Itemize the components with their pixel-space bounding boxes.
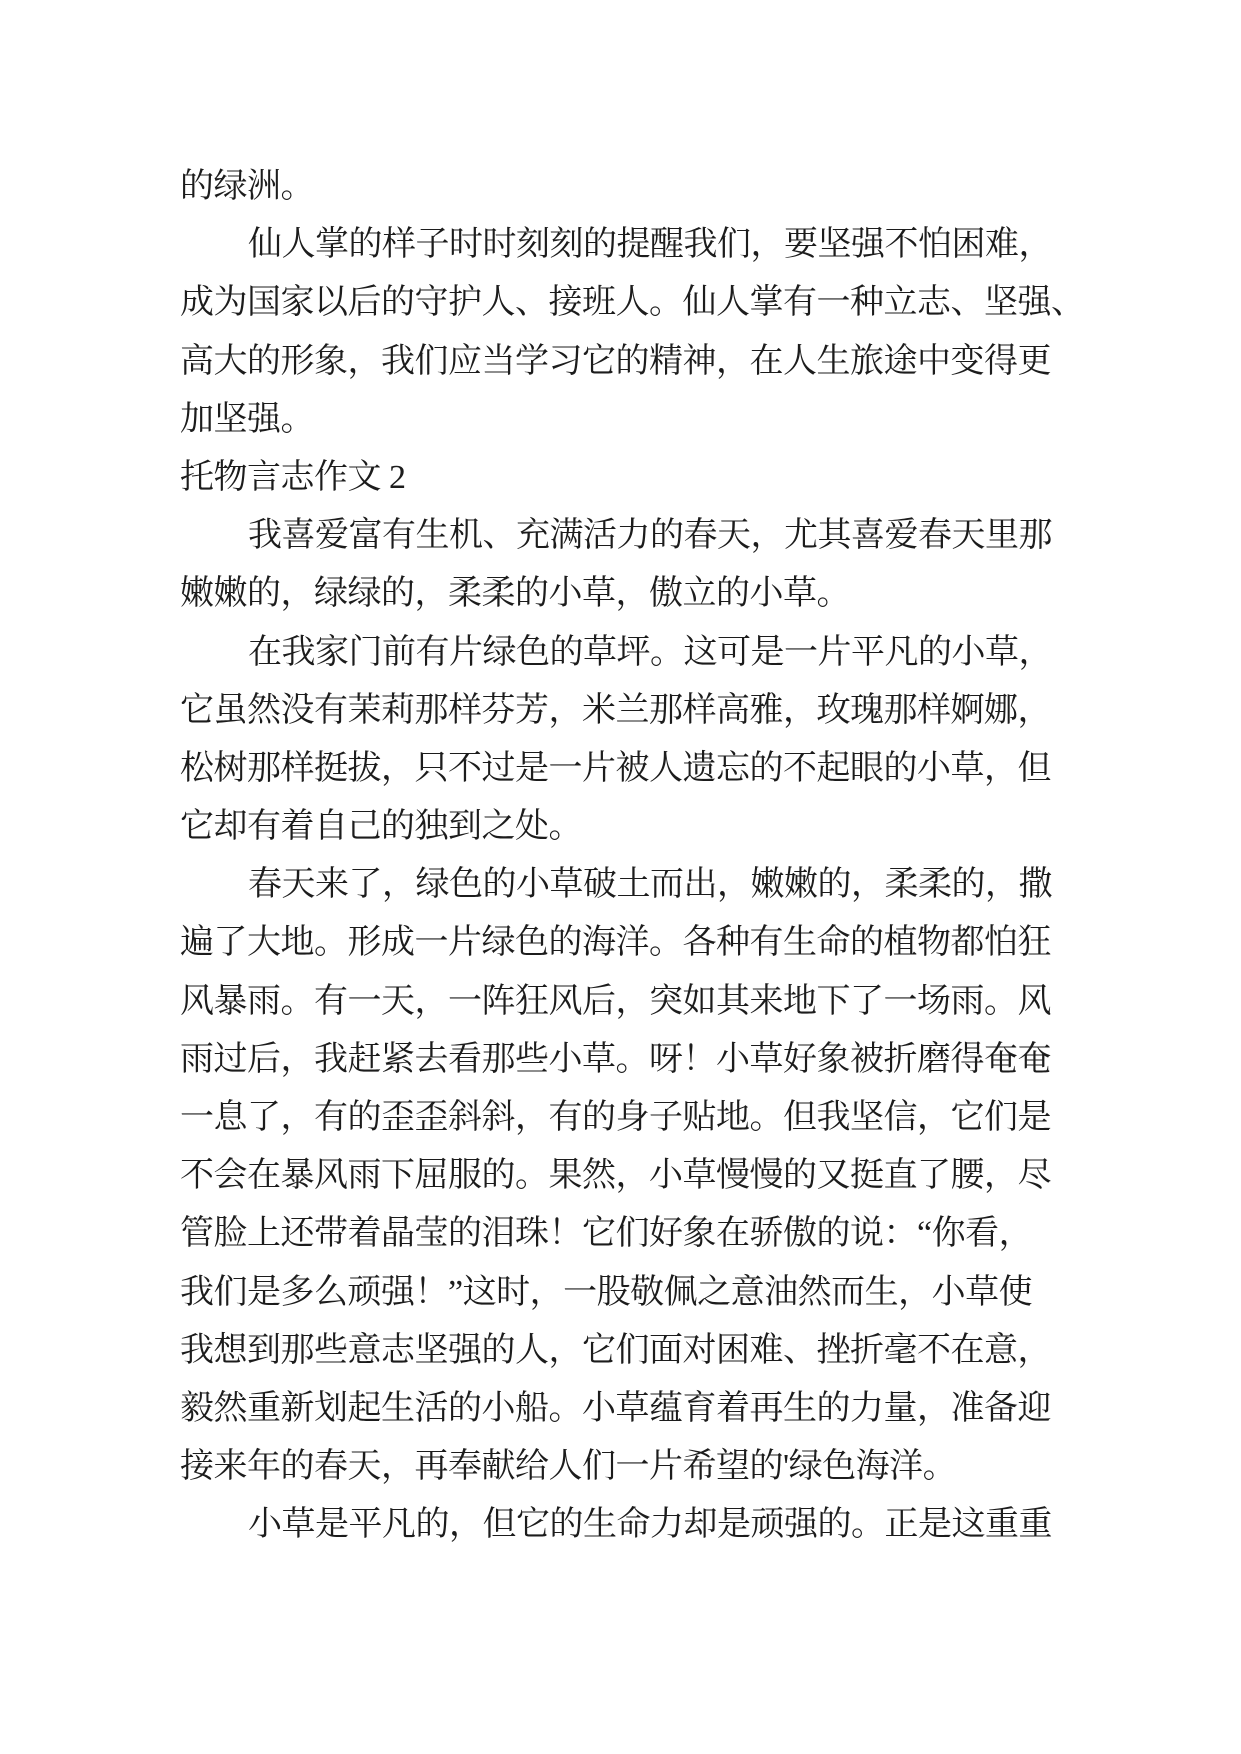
essay-text-line: 加坚强。 bbox=[180, 400, 314, 438]
essay-text-line: 我喜爱富有生机、充满活力的春天，尤其喜爱春天里那 bbox=[248, 517, 1052, 555]
essay-text-line: 仙人掌的样子时时刻刻的提醒我们，要坚强不怕困难， bbox=[248, 226, 1052, 264]
essay-text-line: 遍了大地。形成一片绿色的海洋。各种有生命的植物都怕狂 bbox=[180, 924, 1051, 962]
essay-text-line: 接来年的春天，再奉献给人们一片希望的'绿色海洋。 bbox=[180, 1448, 957, 1486]
essay-text-line: 松树那样挺拔，只不过是一片被人遗忘的不起眼的小草，但 bbox=[180, 749, 1051, 787]
essay-text-line: 在我家门前有片绿色的草坪。这可是一片平凡的小草， bbox=[248, 633, 1052, 671]
essay-text-line: 的绿洲。 bbox=[180, 168, 314, 205]
essay-text-line: 管脸上还带着晶莹的泪珠！它们好象在骄傲的说：“你看， bbox=[180, 1215, 1033, 1253]
essay-text-line: 高大的形象，我们应当学习它的精神，在人生旅途中变得更 bbox=[180, 342, 1051, 380]
essay-text-line: 它却有着自己的独到之处。 bbox=[180, 808, 582, 846]
essay-text-block bbox=[180, 158, 1085, 1555]
essay-text-line: 它虽然没有茉莉那样芬芳，米兰那样高雅，玫瑰那样婀娜， bbox=[180, 691, 1051, 729]
essay-text-line: 嫩嫩的，绿绿的，柔柔的小草，傲立的小草。 bbox=[180, 575, 850, 613]
essay-text-line: 雨过后，我赶紧去看那些小草。呀！小草好象被折磨得奄奄 bbox=[180, 1040, 1051, 1078]
essay-text-line: 小草是平凡的，但它的生命力却是顽强的。正是这重重 bbox=[248, 1506, 1052, 1544]
essay-text-line: 春天来了，绿色的小草破土而出，嫩嫩的，柔柔的，撒 bbox=[248, 866, 1052, 904]
essay-text-line: 成为国家以后的守护人、接班人。仙人掌有一种立志、坚强、 bbox=[180, 284, 1085, 322]
essay-text-line: 不会在暴风雨下屈服的。果然，小草慢慢的又挺直了腰，尽 bbox=[180, 1157, 1051, 1195]
essay-section-heading: 托物言志作文 2 bbox=[180, 458, 406, 496]
essay-text-line: 风暴雨。有一天，一阵狂风后，突如其来地下了一场雨。风 bbox=[180, 982, 1051, 1020]
essay-text-line: 一息了，有的歪歪斜斜，有的身子贴地。但我坚信，它们是 bbox=[180, 1099, 1051, 1136]
essay-text-line: 毅然重新划起生活的小船。小草蕴育着再生的力量，准备迎 bbox=[180, 1389, 1051, 1427]
essay-text-line: 我们是多么顽强！”这时，一股敬佩之意油然而生，小草使 bbox=[180, 1273, 1033, 1311]
essay-text-line: 我想到那些意志坚强的人，它们面对困难、挫折毫不在意， bbox=[180, 1331, 1051, 1369]
